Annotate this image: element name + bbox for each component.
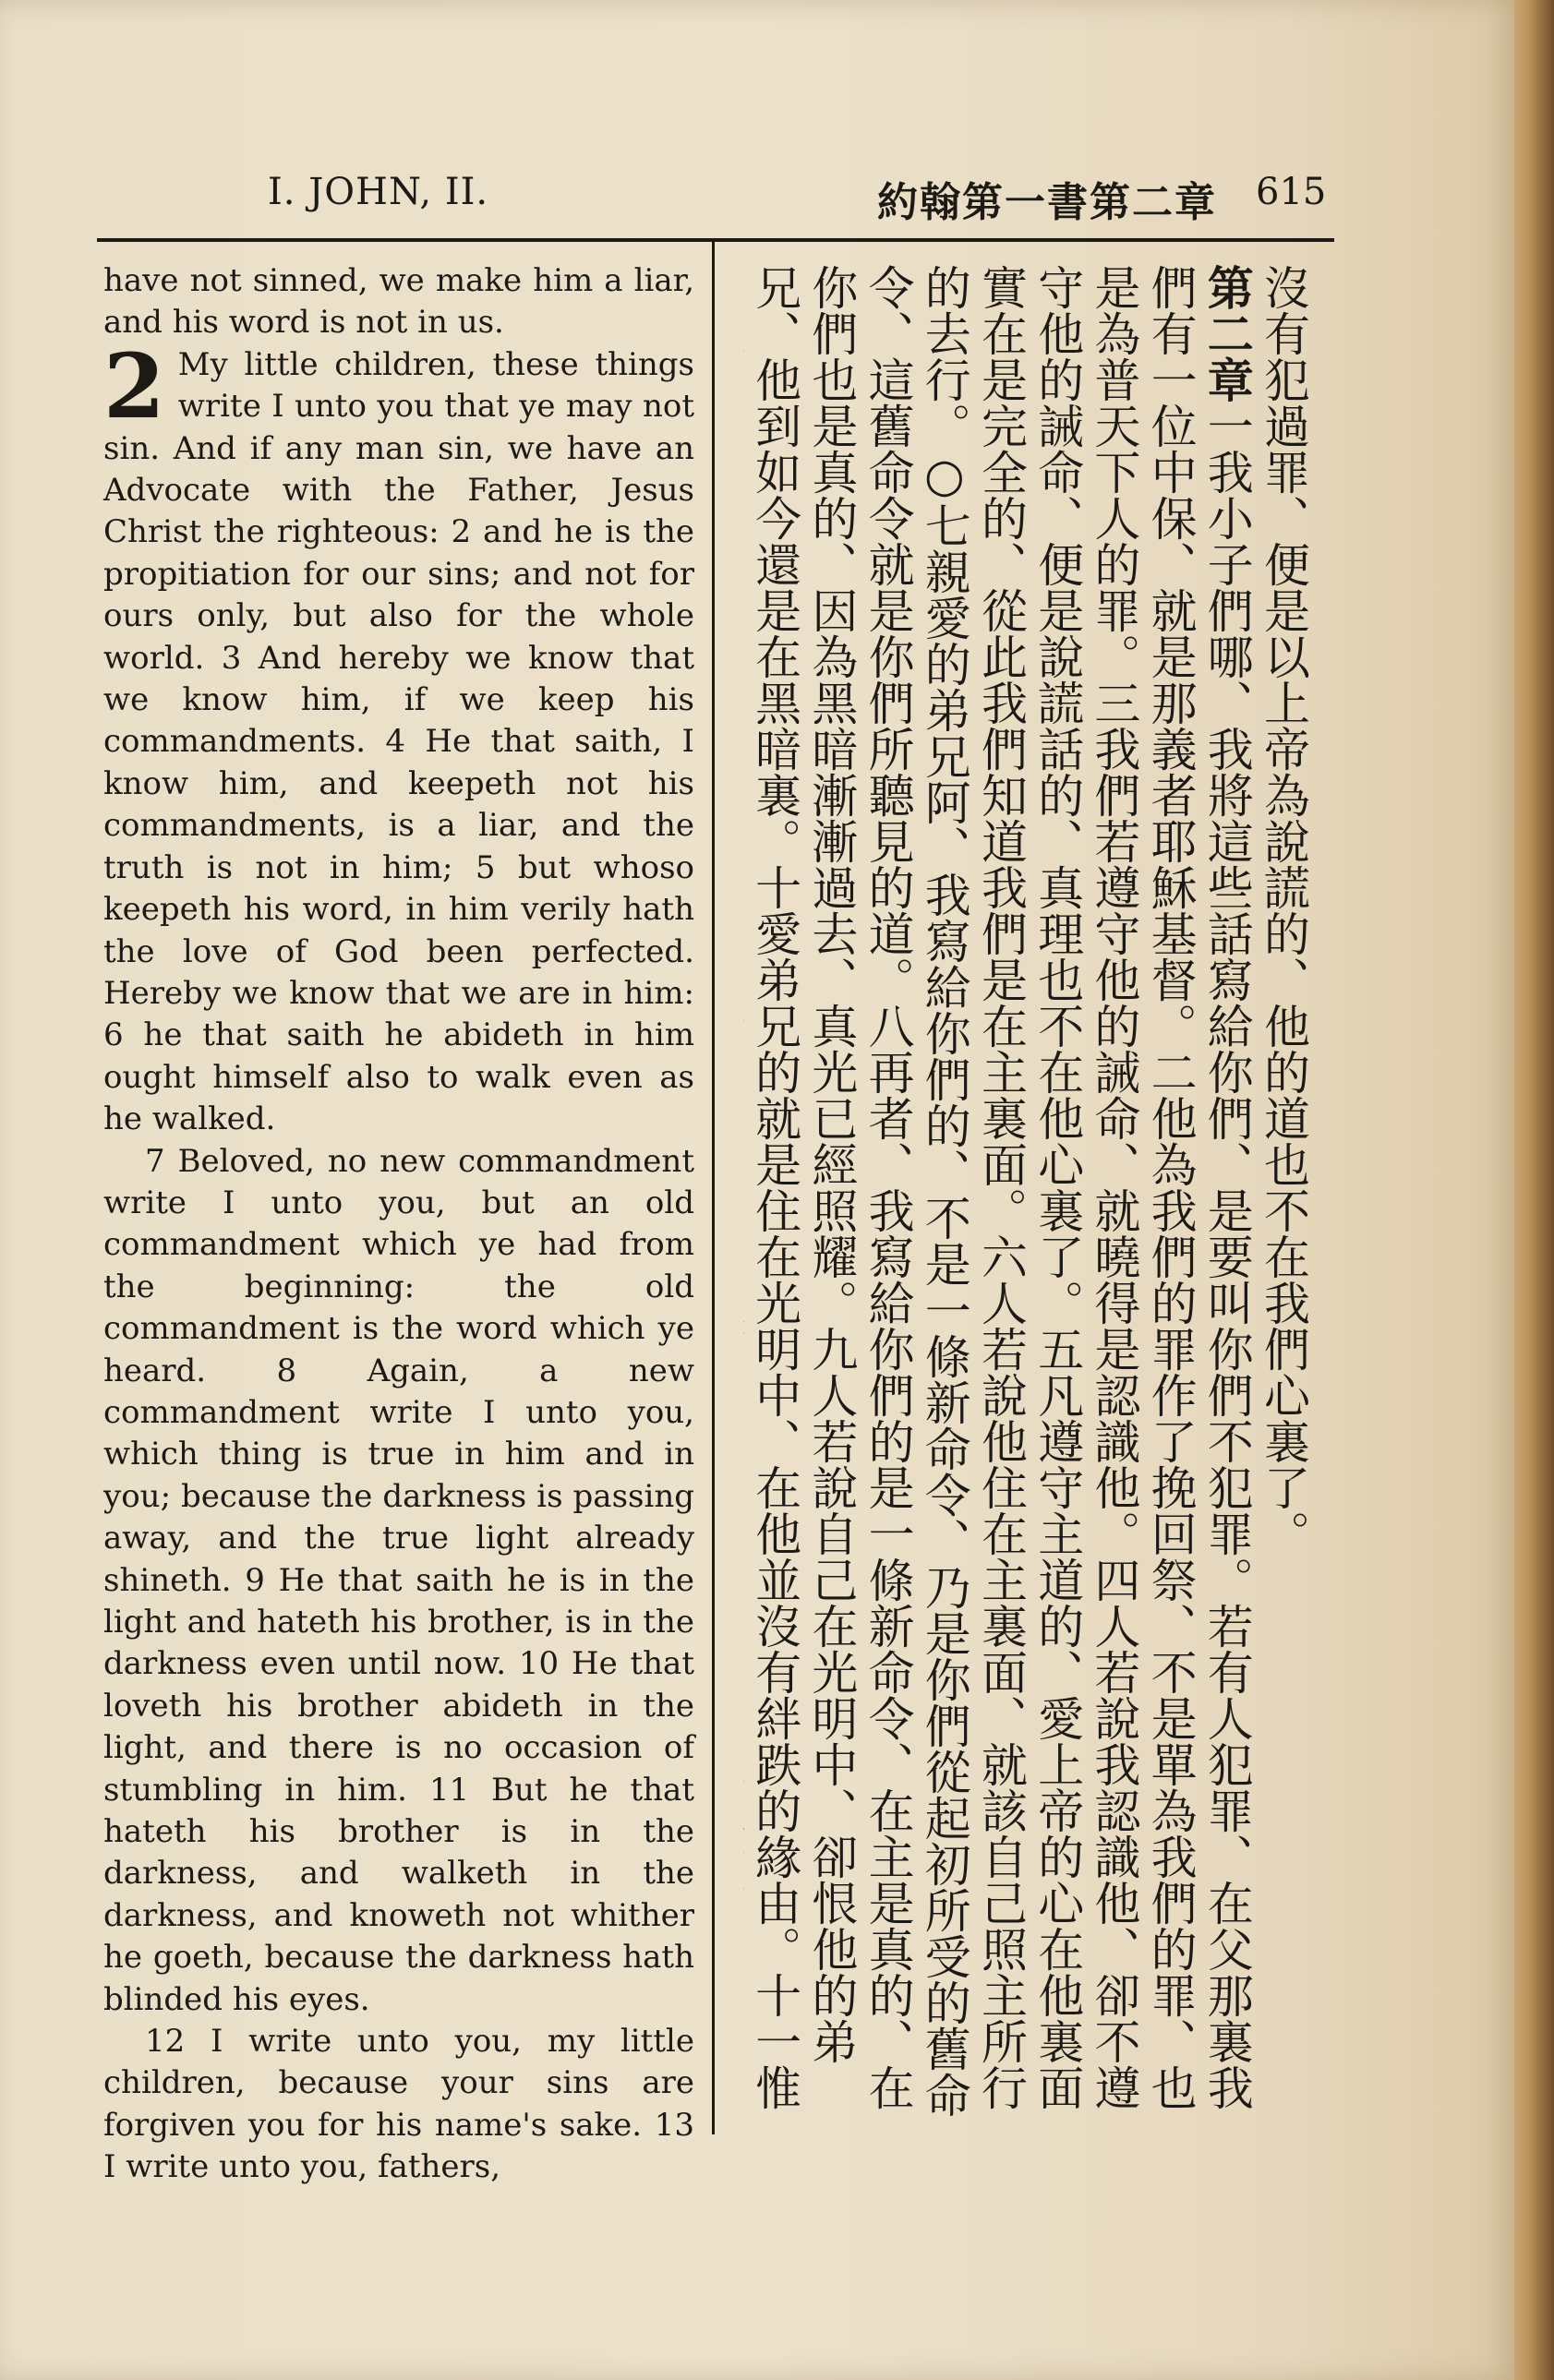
chinese-chapter-heading: 第二章 [1199,264,1254,403]
chinese-paragraph-1-text: 一我小子們哪、我將這些話寫給你們、是要叫你們不犯罪。若有人犯罪、在父那裏我們有一位中保、就是那義者耶穌基督。二他為我們的罪作了挽回祭、不是單為我們的罪、也是為普天下人的罪。三我們若遵守他的誡命、就曉得是認識他。四人若說我認識他、卻不遵守他的誡命、便是說謊話的、真理也不在他心裏了。五凡遵守主道的、愛上帝的心在他裏面實在是完全的、從此我們知道我們是在主裏面。六人若說他住在主裏面、就該自己照主所行的去行。○七親愛的弟兄阿、我寫給你們的、不是一條新命令、乃是你們從起初所受的舊命令、這舊命令就是你們所聽見的道。八再者、我寫給你們的是一條新命令、在主是真的、在你們也是真的、因為黑暗漸漸過去、真光已經照耀。九人若說自己在光明中、卻恨他的弟兄、他到如今還是在黑暗裏。十愛弟兄的就是住在光明中、在他並沒有絆跌的緣由。十一惟 [748,264,1254,2118]
chapter-number-dropcap: 2 [103,333,165,439]
english-continuation: have not sinned, we make him a liar, and his word is not in us. [103,262,694,342]
chinese-continuation: 沒有犯過罪、便是以上帝為說謊的、他的道也不在我們心裏了。 [1257,264,1310,1557]
english-paragraph-1-text: My little children, these things write I unto you that ye may not sin. And if any man sin, we have an Advocate with the Father, Jesus Christ the righteous: 2 and he is the propitiation for our sins; and not for ours only, but also for the whole world. 3 And hereby we know that we know him, if we keep his commandments. 4 He that saith, I know him, and keepeth not his commandments, is a liar, and the truth is not in him; 5 but whoso keepeth his word, in him verily hath the love of God been perfected. Hereby we know that we are in him: 6 he that saith he abideth in him ought himself also to walk even as he walked. [103,345,694,1138]
column-divider [712,242,715,2134]
english-paragraph-1 [103,333,694,1141]
running-header-english: I. JOHN, II. [268,171,489,213]
english-paragraph-2: 7 Beloved, no new commandment write I unto you, but an old commandment which ye had from the beginning: the old commandment is the word which ye heard. 8 Again, a new commandment write I unto you, which thing is true in him and in you; because the darkness is passing away, and the true light already shineth. 9 He that saith he is in the light and hateth his brother, is in the darkness even until now. 10 He that loveth his brother abideth in the light, and there is no occasion of stumbling in him. 11 But he that hateth his brother is in the darkness, and walketh in the darkness, and knoweth not whither he goeth, because the darkness hath blinded his eyes. [103,1142,694,2018]
header-rule [97,238,1334,242]
page-number: 615 [1256,171,1327,213]
running-header-chinese: 約翰第一書第二章 [877,179,1217,226]
chinese-paragraph-1 [743,264,1255,2120]
book-page-edge [1514,0,1554,2380]
chinese-column [743,264,1311,2120]
english-paragraph-3: 12 I write unto you, my little children, because your sins are forgiven you for his name's sake. 13 I write unto you, fathers, [103,2023,694,2186]
english-column [103,260,694,2189]
